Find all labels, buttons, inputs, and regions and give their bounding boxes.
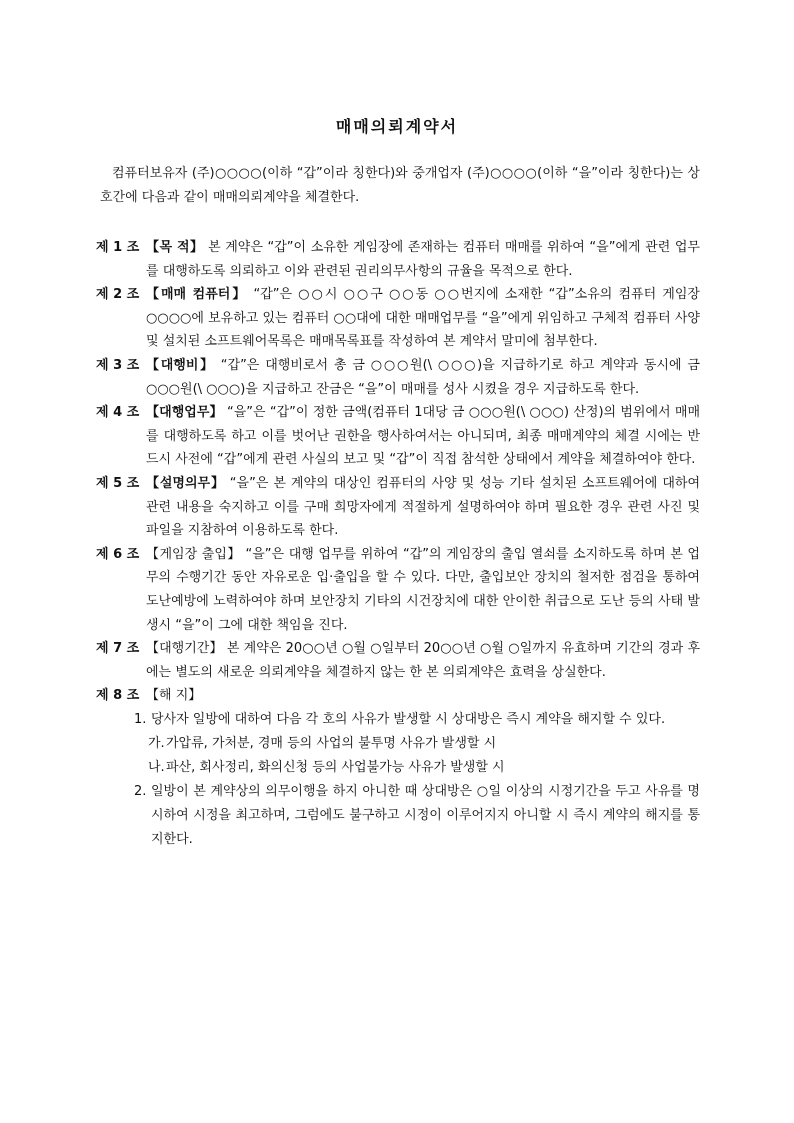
article-heading: 【해 지】 xyxy=(146,688,202,704)
article-6 xyxy=(96,543,700,637)
sub-clause-text: 가압류, 가처분, 경매 등의 사업의 불투명 사유가 발생할 시 xyxy=(166,735,497,751)
article-body: 본 계약은 20○○년 ○월 ○일부터 20○○년 ○월 ○일까지 유효하며 기간의 경과 후에는 별도의 새로운 의뢰계약을 체결하지 않는 한 본 의뢰계약은 효력을 상실한다. xyxy=(146,641,701,680)
article-list xyxy=(96,236,700,852)
document-title: 매매의뢰계약서 xyxy=(335,117,459,136)
article-heading: 【대행비】 xyxy=(146,357,215,373)
sub-clause-number: 가. xyxy=(148,735,165,751)
article-heading: 【대행기간】 xyxy=(146,641,223,657)
article-number: 제 8 조 xyxy=(96,688,140,704)
article-body: “을”은 본 계약의 대상인 컴퓨터의 사양 및 성능 기타 설치된 소프트웨어에 대하여 관련 내용을 숙지하고 이를 구매 희망자에게 적절하게 설명하여야 하며 필요한 경우 관련 사진 및 파일을 지참하여 이용하도록 한다. xyxy=(146,475,701,539)
clause-item xyxy=(96,780,700,852)
article-8 xyxy=(96,684,700,708)
article-heading: 【대행업무】 xyxy=(146,405,223,421)
article-body: “을”은 대행 업무를 위하여 “갑”의 게임장의 출입 열쇠를 소지하도록 하며 본 업무의 수행기간 동안 자유로운 입·출입을 할 수 있다. 다만, 출입보안 장치의 철저한 점검을 통하여 도난예방에 노력하여야 하며 보안장치 기타의 시건장치에 대한 안이한 취급으로 도난 등의 사태 발생시 “을”이 그에 대한 책임을 진다. xyxy=(146,546,700,633)
sub-clause-item xyxy=(96,756,700,780)
article-heading: 【목 적】 xyxy=(146,240,204,255)
article-number: 제 1 조 xyxy=(96,240,140,255)
article-number: 제 3 조 xyxy=(96,357,140,373)
article-body: 본 계약은 “갑”이 소유한 게임장에 존재하는 컴퓨터 매매를 위하여 “을”에게 관련 업무를 대행하도록 의뢰하고 이와 관련된 권리의무사항의 규율을 목적으로 한다. xyxy=(146,240,700,279)
article-number: 제 5 조 xyxy=(96,475,140,491)
sub-clause-number: 나. xyxy=(148,759,165,775)
clause-number: 2. xyxy=(134,783,147,799)
clause-item xyxy=(96,708,700,732)
article-body: “갑”은 대행비로서 총 금 ○○○원(\ ○○○)을 지급하기로 하고 계약과 동시에 금 ○○○원(\ ○○○)을 지급하고 잔금은 “을”이 매매를 성사 시켰을 경우 지급하도록 한다. xyxy=(146,357,700,397)
article-5 xyxy=(96,472,700,543)
article-number: 제 2 조 xyxy=(96,287,140,303)
article-4 xyxy=(96,401,700,472)
article-1 xyxy=(96,236,700,283)
clause-text: 당사자 일방에 대하여 다음 각 호의 사유가 발생할 시 상대방은 즉시 계약을 해지할 수 있다. xyxy=(151,711,666,727)
clause-number: 1. xyxy=(134,711,147,727)
article-number: 제 6 조 xyxy=(96,546,140,562)
article-heading: 【매매 컴퓨터】 xyxy=(146,287,248,303)
clause-text: 일방이 본 계약상의 의무이행을 하지 아니한 때 상대방은 ○일 이상의 시정기간을 두고 사유를 명시하여 시정을 최고하며, 그럼에도 불구하고 시정이 이루어지지 아니할 시 즉시 계약의 해지를 통지한다. xyxy=(151,783,700,847)
sub-clause-text: 파산, 회사정리, 화의신청 등의 사업불가능 사유가 발생할 시 xyxy=(166,759,505,775)
article-body: “갑”은 ○○시 ○○구 ○○동 ○○번지에 소재한 “갑”소유의 컴퓨터 게임장 ○○○○에 보유하고 있는 컴퓨터 ○○대에 대한 매매업무를 “을”에게 위임하고 구체적 컴퓨터 사양 및 설치된 소프트웨어목록은 매매목록표를 작성하여 본 계약서 말미에 첨부한다. xyxy=(146,287,700,350)
sub-clause-item xyxy=(96,732,700,756)
article-number: 제 7 조 xyxy=(96,641,140,657)
article-2 xyxy=(96,283,700,354)
article-3 xyxy=(96,354,700,401)
article-heading: 【게임장 출입】 xyxy=(146,546,241,562)
article-items xyxy=(96,708,700,852)
intro-paragraph: 컴퓨터보유자 (주)○○○○(이하 “갑”이라 칭한다)와 중개업자 (주)○○○○(이하 “을”이라 칭한다)는 상호간에 다음과 같이 매매의뢰계약을 체결한다. xyxy=(100,166,700,205)
article-number: 제 4 조 xyxy=(96,405,140,421)
article-7 xyxy=(96,637,700,684)
article-heading: 【설명의무】 xyxy=(146,475,225,491)
article-body: “을”은 “갑”이 정한 금액(컴퓨터 1대당 금 ○○○원(\ ○○○) 산정)의 범위에서 매매를 대행하도록 하고 이를 벗어난 권한을 행사하여서는 아니되며, 최종 매매계약의 체결 시에는 반드시 사전에 “갑”에게 관련 사실의 보고 및 “갑”이 직접 참석한 상태에서 계약을 체결하여야 한다. xyxy=(146,405,700,468)
